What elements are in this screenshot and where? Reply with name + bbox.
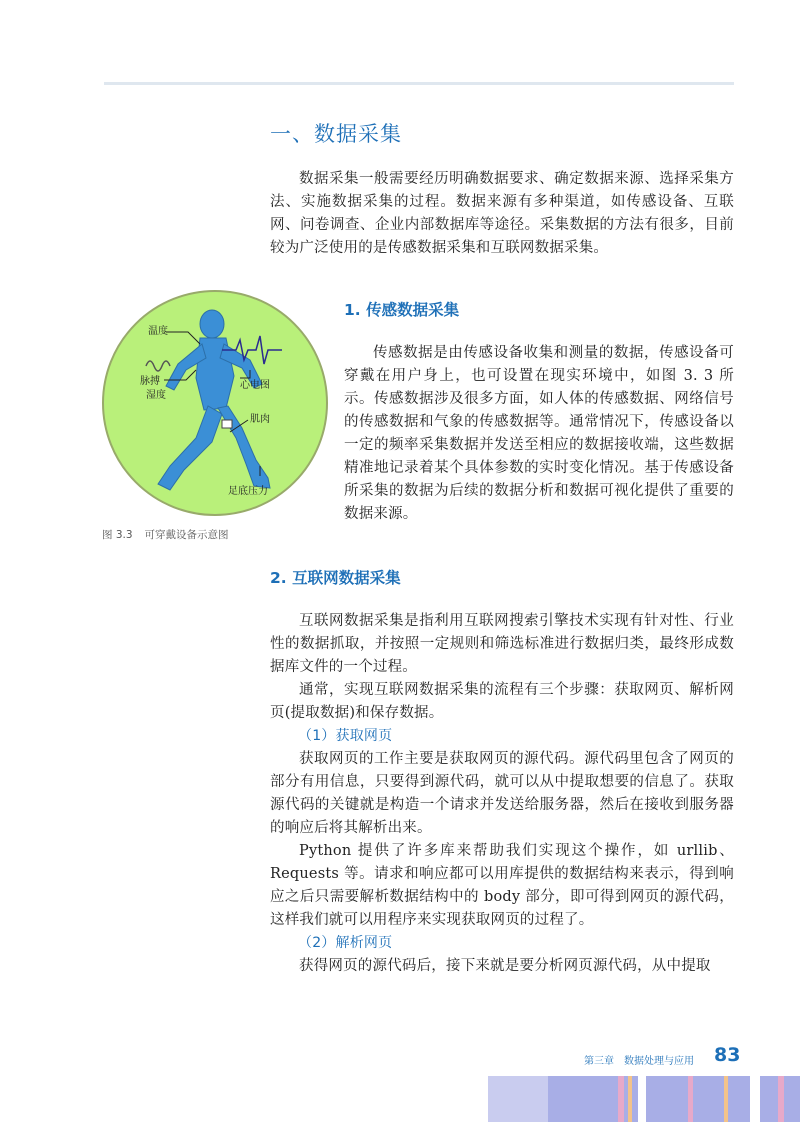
sensor-text: 传感数据是由传感设备收集和测量的数据，传感设备可穿戴在用户身上，也可设置在现实环境中，如图 3. 3 所示。传感数据涉及很多方面，如人体的传感数据、网络信号的传感数据和气象的传感数据等。通常情况下，传感设备以一定的频率采集数据并发送至相应的数据接收端，这些数据精准地记录着某个具体参数的实时变化情况。基于传感设备所采集的数据为后续的数据分析和数据可视化提供了重要的数据来源。 [344,345,734,522]
sensor-section-title: 1. 传感数据采集 [344,301,460,319]
internet-body [270,610,734,978]
subheading-parse-page: （2）解析网页 [298,935,393,951]
label-humidity: 湿度 [146,390,166,401]
wearable-device-figure [100,288,330,522]
intro-paragraph [270,168,734,260]
footer-chapter [584,1052,694,1067]
internet-section-title: 2. 互联网数据采集 [270,569,401,587]
muscle-sensor [222,420,232,428]
label-muscle: 肌肉 [250,414,270,425]
intro-text: 数据采集一般需要经历明确数据要求、确定数据来源、选择采集方法、实施数据采集的过程。数据来源有多种渠道，如传感设备、互联网、问卷调查、企业内部数据库等途径。采集数据的方法有很多，目前较为广泛使用的是传感数据采集和互联网数据采集。 [270,171,734,256]
label-foot-pressure: 足底压力 [228,486,268,497]
footer-color-bands [488,1076,800,1122]
label-pulse: 脉搏 [140,376,160,387]
footer-chapter-title: 数据处理与应用 [624,1056,694,1067]
internet-paragraph-3: 获取网页的工作主要是获取网页的源代码。源代码里包含了网页的部分有用信息，只要得到源代码，就可以从中提取想要的信息了。获取源代码的关键就是构造一个请求并发送给服务器，然后在接收到服务器的响应后将其解析出来。 [270,751,734,836]
page-number: 83 [714,1044,741,1066]
header-rule [104,82,734,85]
figure-caption [102,527,241,542]
internet-paragraph-4: Python 提供了许多库来帮助我们实现这个操作，如 urllib、Requests 等。请求和响应都可以用库提供的数据结构来表示，得到响应之后只需要解析数据结构中的 body 部分，即可得到网页的源代码，这样我们就可以用程序来实现获取网页的过程了。 [270,843,734,928]
label-temperature: 温度 [148,326,168,337]
section-title: 一、数据采集 [270,122,402,146]
footer-chapter-number: 第三章 [584,1056,614,1067]
label-ecg: 心电图 [240,380,270,391]
internet-paragraph-1: 互联网数据采集是指利用互联网搜索引擎技术实现有针对性、行业性的数据抓取，并按照一定规则和筛选标准进行数据归类，最终形成数据库文件的一个过程。 [270,613,734,675]
figure-caption-number: 图 3.3 [102,529,133,541]
internet-paragraph-5: 获得网页的源代码后，接下来就是要分析网页源代码，从中提取 [299,958,711,974]
sensor-paragraph [344,342,734,526]
subheading-fetch-page: （1）获取网页 [298,728,393,744]
figure-caption-text: 可穿戴设备示意图 [144,529,229,541]
internet-paragraph-2: 通常，实现互联网数据采集的流程有三个步骤：获取网页、解析网页(提取数据)和保存数据。 [270,682,734,721]
